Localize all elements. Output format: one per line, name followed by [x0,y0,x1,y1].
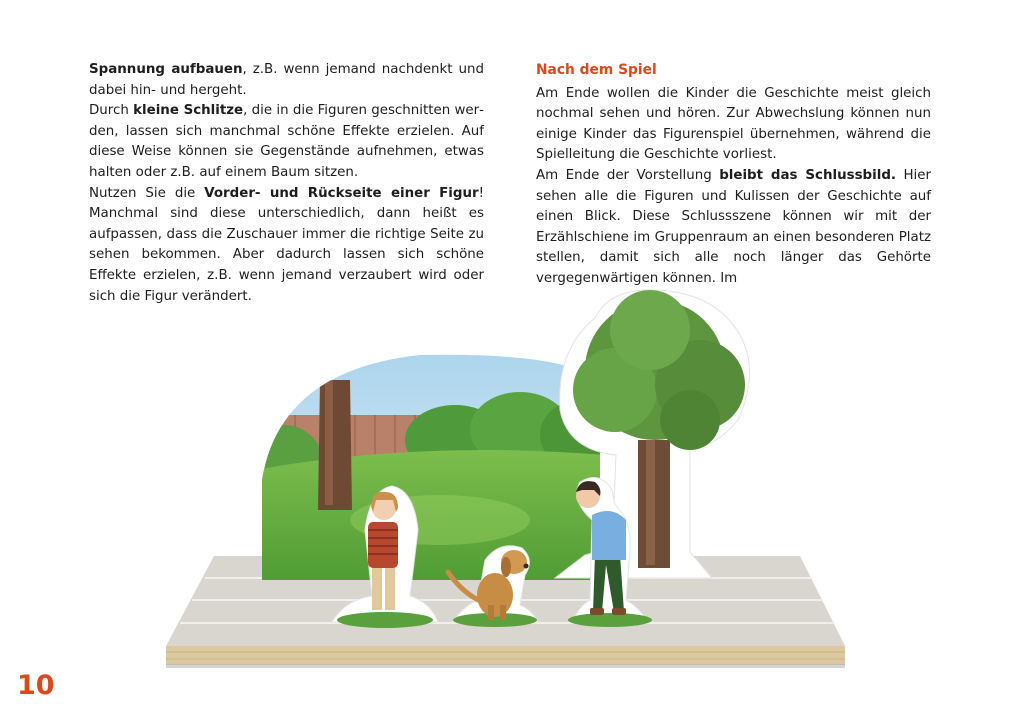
bold-term: Vorder- und Rückseite einer Figur [204,185,479,201]
paragraph-text: Am Ende der Vorstellung [536,167,720,183]
section-heading: Nach dem Spiel [536,62,657,78]
bold-term: bleibt das Schlussbild. [719,167,896,183]
page-number: 10 [17,670,55,701]
paragraph-text: , die in die Figuren geschnitten werden, lassen sich manchmal schöne Effekte erzielen. Auf diese Weise können sie Gegenstände aufnehmen, etwas halten oder z.B. auf einem Baum sitzen. [89,103,485,180]
paragraph-text: Hier sehen alle die Figuren und Kulissen der Geschichte auf einen Blick. Diese Schlussszene können wir mit der Erzählschiene im Gruppenraum an einen besonderen Platz stellen, damit sich alle noch länger das Gehörte vergegenwärtigen können. Im [536,167,931,286]
paragraph-after-play: Am Ende wollen die Kinder die Geschichte meist gleich nochmal sehen und hören. Zur Abwechslung können nun einige Kinder das Figurenspiel übernehmen, während die Spielleitung die Geschichte vorliest. [536,85,931,163]
bold-term: Spannung aufbauen [89,62,243,77]
paragraph-text: Nutzen Sie die [89,185,205,201]
paragraph-text: Durch [89,103,134,119]
paragraph-text: , z.B. wenn jemand nachdenkt und dabei hin- und hergeht. [89,62,484,98]
paragraph-text: ! Manchmal sind diese unterschiedlich, dann heißt es aufpassen, dass die Zuschauer immer die richtige Seite zu sehen bekommen. Aber dadurch lassen sich schöne Effekte erzielen, z.B. wenn jemand verzaubert wird oder sich die Figur verändert. [89,185,484,304]
bold-term: kleine Schlitze [133,103,244,119]
